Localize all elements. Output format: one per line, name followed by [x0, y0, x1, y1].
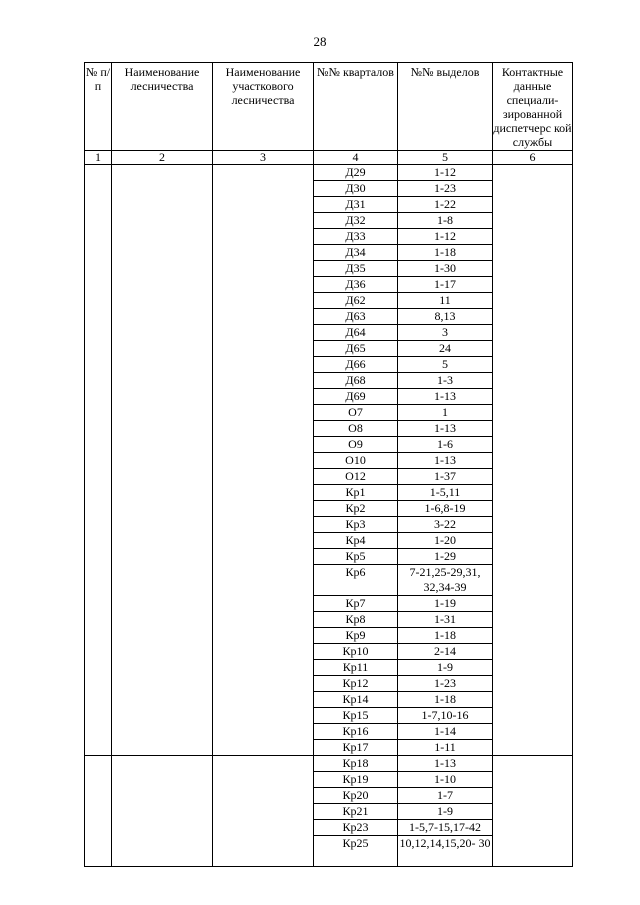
quarter-cell: О9	[314, 437, 398, 453]
allotment-cell: 1-13	[398, 756, 493, 772]
quarter-cell: Кр8	[314, 612, 398, 628]
allotment-cell: 1-19	[398, 596, 493, 612]
allotment-cell: 1-23	[398, 676, 493, 692]
column-number: 2	[112, 151, 213, 165]
forest-quarters-table	[84, 62, 573, 867]
quarter-cell: Кр21	[314, 804, 398, 820]
allotment-cell: 1-18	[398, 628, 493, 644]
quarter-cell: Д62	[314, 293, 398, 309]
allotment-cell: 1-37	[398, 469, 493, 485]
quarter-cell: Кр25	[314, 836, 398, 867]
allotment-cell: 1-7	[398, 788, 493, 804]
quarter-cell: О12	[314, 469, 398, 485]
allotment-cell: 11	[398, 293, 493, 309]
allotment-cell: 1-29	[398, 549, 493, 565]
district-forestry-cell	[213, 165, 314, 756]
quarter-cell: Кр12	[314, 676, 398, 692]
allotment-cell: 5	[398, 357, 493, 373]
district-forestry-cell	[213, 756, 314, 867]
allotment-cell: 8,13	[398, 309, 493, 325]
column-number: 4	[314, 151, 398, 165]
quarter-cell: Кр10	[314, 644, 398, 660]
header-allotments: №№ выделов	[398, 63, 493, 151]
allotment-cell: 1-8	[398, 213, 493, 229]
quarter-cell: Кр17	[314, 740, 398, 756]
quarter-cell: Кр5	[314, 549, 398, 565]
quarter-cell: Д65	[314, 341, 398, 357]
table-row	[85, 756, 573, 772]
quarter-cell: Кр14	[314, 692, 398, 708]
row-number-cell	[85, 756, 112, 867]
allotment-cell: 10,12,14,15,20- 30	[398, 836, 493, 867]
quarter-cell: Д35	[314, 261, 398, 277]
allotment-cell: 1-17	[398, 277, 493, 293]
quarter-cell: Кр11	[314, 660, 398, 676]
quarter-cell: Д66	[314, 357, 398, 373]
quarter-cell: Кр19	[314, 772, 398, 788]
allotment-cell: 1	[398, 405, 493, 421]
header-quarters: №№ кварталов	[314, 63, 398, 151]
column-number: 3	[213, 151, 314, 165]
allotment-cell: 1-11	[398, 740, 493, 756]
allotment-cell: 1-3	[398, 373, 493, 389]
header-number: № п/п	[85, 63, 112, 151]
quarter-cell: Кр7	[314, 596, 398, 612]
quarter-cell: Д32	[314, 213, 398, 229]
allotment-cell: 1-7,10-16	[398, 708, 493, 724]
quarter-cell: Д31	[314, 197, 398, 213]
quarter-cell: Кр9	[314, 628, 398, 644]
quarter-cell: Кр23	[314, 820, 398, 836]
table-body	[85, 165, 573, 867]
row-number-cell	[85, 165, 112, 756]
header-district-forestry: Наименование участкового лесничества	[213, 63, 314, 151]
column-numbers-row	[85, 151, 573, 165]
allotment-cell: 7-21,25-29,31, 32,34-39	[398, 565, 493, 596]
column-number: 1	[85, 151, 112, 165]
allotment-cell: 1-12	[398, 165, 493, 181]
quarter-cell: О8	[314, 421, 398, 437]
quarter-cell: Д30	[314, 181, 398, 197]
allotment-cell: 1-6,8-19	[398, 501, 493, 517]
contact-cell	[493, 756, 573, 867]
quarter-cell: Кр15	[314, 708, 398, 724]
quarter-cell: Кр6	[314, 565, 398, 596]
allotment-cell: 1-6	[398, 437, 493, 453]
forestry-cell	[112, 165, 213, 756]
quarter-cell: Д64	[314, 325, 398, 341]
header-contacts: Контактные данные специали- зированной диспетчерс кой службы	[493, 63, 573, 151]
quarter-cell: Д69	[314, 389, 398, 405]
quarter-cell: Кр2	[314, 501, 398, 517]
quarter-cell: Кр16	[314, 724, 398, 740]
allotment-cell: 1-9	[398, 660, 493, 676]
quarter-cell: Кр3	[314, 517, 398, 533]
allotment-cell: 1-5,7-15,17-42	[398, 820, 493, 836]
quarter-cell: Д34	[314, 245, 398, 261]
header-forestry: Наименование лесничества	[112, 63, 213, 151]
allotment-cell: 1-20	[398, 533, 493, 549]
forestry-cell	[112, 756, 213, 867]
quarter-cell: Д33	[314, 229, 398, 245]
quarter-cell: Д68	[314, 373, 398, 389]
allotment-cell: 1-31	[398, 612, 493, 628]
allotment-cell: 1-5,11	[398, 485, 493, 501]
allotment-cell: 1-9	[398, 804, 493, 820]
allotment-cell: 1-18	[398, 245, 493, 261]
allotment-cell: 24	[398, 341, 493, 357]
allotment-cell: 1-18	[398, 692, 493, 708]
quarter-cell: Д36	[314, 277, 398, 293]
quarter-cell: Кр4	[314, 533, 398, 549]
page-number: 28	[313, 34, 327, 49]
allotment-cell: 3	[398, 325, 493, 341]
quarter-cell: О7	[314, 405, 398, 421]
contact-cell	[493, 165, 573, 756]
allotment-cell: 2-14	[398, 644, 493, 660]
quarter-cell: Д63	[314, 309, 398, 325]
quarter-cell: Д29	[314, 165, 398, 181]
allotment-cell: 1-22	[398, 197, 493, 213]
quarter-cell: Кр18	[314, 756, 398, 772]
allotment-cell: 1-13	[398, 453, 493, 469]
quarter-cell: Кр1	[314, 485, 398, 501]
allotment-cell: 1-23	[398, 181, 493, 197]
quarter-cell: Кр20	[314, 788, 398, 804]
quarter-cell: О10	[314, 453, 398, 469]
allotment-cell: 1-14	[398, 724, 493, 740]
allotment-cell: 1-30	[398, 261, 493, 277]
column-number: 5	[398, 151, 493, 165]
column-number: 6	[493, 151, 573, 165]
allotment-cell: 1-13	[398, 421, 493, 437]
allotment-cell: 3-22	[398, 517, 493, 533]
allotment-cell: 1-10	[398, 772, 493, 788]
allotment-cell: 1-12	[398, 229, 493, 245]
table-row	[85, 165, 573, 181]
allotment-cell: 1-13	[398, 389, 493, 405]
